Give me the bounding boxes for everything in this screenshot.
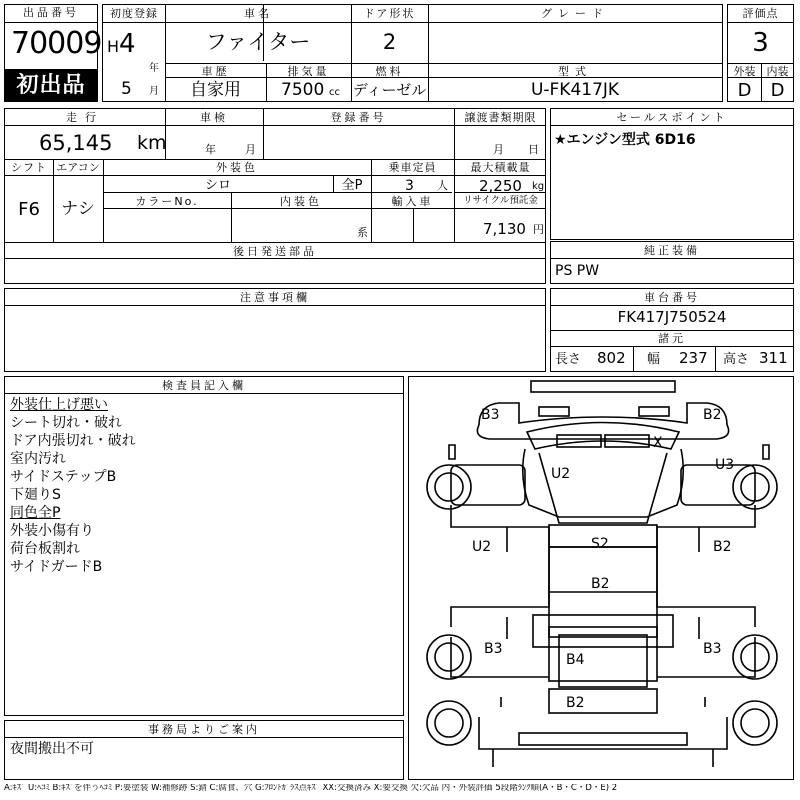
left-side-outline	[451, 505, 549, 627]
inspector-item: 外装仕上げ悪い	[10, 397, 108, 413]
door-value: 2	[382, 30, 397, 54]
mileage-value: 65,145	[39, 131, 113, 155]
front-left-tire	[427, 465, 471, 509]
sales-point-box	[550, 108, 794, 240]
left-bracket-outline	[449, 445, 455, 459]
car-name: ファイター	[205, 30, 311, 54]
recycle-label: リサイクル預託金	[463, 195, 538, 206]
mileage-unit: km	[137, 132, 167, 154]
top-bumper-outline	[531, 381, 675, 392]
history-label: 車歴	[201, 65, 230, 78]
lot-number-box	[4, 4, 102, 102]
mark-s2-center: S2	[591, 536, 609, 552]
transfer-month-unit: 月	[493, 143, 504, 156]
displacement-value: 7500	[281, 80, 325, 100]
mark-b4-center: B4	[566, 652, 585, 668]
ac-value: ナシ	[61, 199, 95, 219]
length-value: 802	[597, 349, 626, 367]
capacity-unit: 人	[437, 179, 448, 192]
mark-b3-left: B3	[484, 641, 503, 657]
mark-b2-top-right: B2	[703, 407, 722, 423]
capacity-value: 3	[405, 178, 414, 194]
year-unit: 年	[149, 63, 159, 74]
sales-point-label: セールスポイント	[616, 111, 728, 124]
inspector-item: ドア内張切れ・破れ	[10, 433, 136, 449]
era-letter: H	[107, 37, 120, 56]
inspector-list	[10, 396, 136, 576]
inspector-item: シート切れ・破れ	[10, 415, 122, 431]
rear-left-hub	[435, 643, 463, 671]
fuel-value: ディーゼル	[352, 81, 427, 99]
shift-value: F6	[18, 199, 40, 220]
cab-vent-left	[539, 407, 569, 416]
first-listing-badge	[5, 69, 97, 101]
history-value: 自家用	[190, 80, 241, 100]
ac-label: エアコン	[56, 161, 100, 174]
shift-label: シフト	[11, 161, 47, 174]
inspector-item: 同色全P	[10, 505, 61, 521]
interior-suffix: 系	[357, 226, 368, 239]
height-value: 311	[759, 349, 788, 367]
first-listing-text: 初出品	[16, 73, 86, 98]
max-load-label: 最大積載量	[470, 161, 531, 174]
interior-color-label: 内装色	[280, 195, 322, 208]
score-label: 評価点	[742, 7, 779, 20]
width-label: 幅	[647, 352, 661, 367]
mark-u2-left: U2	[472, 539, 492, 555]
equipment-text: PS PW	[555, 263, 600, 279]
rear-light-bar	[519, 733, 687, 745]
reg-year: 4	[119, 29, 136, 59]
inspector-box	[4, 376, 404, 716]
inspector-item: 外装小傷有り	[10, 523, 94, 539]
sales-point-text: ★エンジン型式 6D16	[554, 132, 696, 148]
recycle-value: 7,130	[483, 220, 526, 238]
office-label: 事務局よりご案内	[148, 723, 260, 736]
score-value: 3	[752, 28, 769, 58]
inspection-label: 車検	[200, 111, 228, 124]
max-load-value: 2,250	[479, 177, 522, 195]
inspector-item: 荷台板割れ	[10, 541, 80, 557]
chassis-number: FK417J750524	[617, 308, 727, 326]
inspector-item: 室内汚れ	[10, 451, 66, 467]
mark-b2-center: B2	[591, 576, 610, 592]
color-no-label: カラーNo.	[135, 195, 199, 208]
length-label: 長さ	[555, 352, 582, 367]
import-label: 輸入車	[391, 195, 434, 208]
mark-b2-bottom: B2	[566, 695, 585, 711]
truck-damage-diagram	[409, 377, 793, 779]
lot-number: 70009	[11, 26, 102, 61]
rear-lower-left-hub	[435, 709, 463, 737]
specs-label: 諸元	[658, 332, 686, 345]
mark-u2-cab: U2	[551, 466, 571, 482]
int-grade-value: D	[770, 80, 785, 101]
equipment-box	[550, 241, 794, 284]
inspector-item: サイドガードB	[10, 559, 103, 575]
right-bracket-outline	[763, 445, 769, 459]
displacement-unit: cc	[329, 87, 340, 98]
model-value: U-FK417JK	[530, 80, 620, 100]
rear-lower-left-tire	[427, 701, 471, 745]
ext-grade-label: 外装	[733, 65, 756, 78]
recycle-unit: 円	[533, 223, 544, 236]
score-box	[727, 4, 794, 102]
exterior-color-value: シロ	[204, 178, 231, 193]
mileage-label: 走行	[66, 111, 104, 124]
office-text: 夜間搬出不可	[10, 741, 94, 757]
vehicle-summary-table	[102, 4, 723, 102]
transfer-label: 譲渡書類期限	[464, 111, 537, 124]
reg-month: 5	[121, 79, 132, 99]
car-name-label: 車名	[244, 7, 272, 20]
first-reg-label: 初度登録	[110, 7, 158, 20]
details-table	[4, 108, 546, 284]
bed-midsection	[533, 615, 673, 647]
equipment-label: 純正装備	[644, 244, 700, 257]
mark-u3-right: U3	[715, 457, 735, 473]
right-side-outline	[657, 505, 755, 627]
lot-number-label: 出品番号	[23, 6, 79, 19]
ext-grade-value: D	[737, 80, 752, 101]
later-parts-label: 後日発送部品	[233, 245, 317, 258]
cab-vent-right	[639, 407, 669, 416]
height-label: 高さ	[723, 352, 750, 367]
inspection-month-unit: 月	[245, 143, 256, 156]
bumper-outline	[477, 425, 728, 439]
model-label: 型式	[558, 65, 592, 78]
legend-text: A:ｷｽﾞ U:ﾍｺﾐ B:ｷｽﾞを伴うﾍｺﾐ P:要塗装 W:補修跡 S:錆 C:腐食、穴 G:ﾌﾛﾝﾄｶﾞﾗｽ点ｷｽﾞ XX:交換済み X:要交換 欠:欠品 内・外装評価 5段階ﾗﾝｸ順(A・B・C・D・E) 2	[4, 784, 618, 793]
chassis-box	[550, 288, 794, 372]
month-unit: 月	[149, 86, 159, 97]
mark-b3-top-left: B3	[481, 407, 500, 423]
cab-top-outline	[539, 453, 667, 523]
exterior-color-label: 外装色	[216, 161, 258, 174]
rear-lower-right-tire	[733, 701, 777, 745]
max-load-unit: kg	[532, 181, 545, 192]
rear-left-tire	[427, 635, 471, 679]
office-box	[4, 720, 404, 780]
paint-code: 全P	[341, 178, 363, 193]
inspection-year-unit: 年	[205, 143, 216, 156]
grade-label: グレード	[541, 7, 609, 20]
displacement-label: 排気量	[287, 65, 330, 78]
mark-b3-right: B3	[703, 641, 722, 657]
reg-no-label: 登録番号	[330, 111, 387, 124]
width-value: 237	[679, 349, 708, 367]
truck-diagram-box	[408, 376, 794, 780]
rear-lower-right-hub	[741, 709, 769, 737]
caution-label: 注意事項欄	[240, 291, 310, 304]
front-left-hub	[435, 473, 463, 501]
door-label: ドア形状	[363, 7, 416, 20]
inspector-item: サイドステップB	[10, 469, 117, 485]
mark-b2-right: B2	[713, 539, 732, 555]
capacity-label: 乗車定員	[388, 161, 437, 174]
caution-box	[4, 288, 546, 372]
fuel-label: 燃料	[375, 65, 404, 78]
int-grade-label: 内装	[766, 65, 789, 78]
inspector-item: 下廻りS	[10, 487, 61, 503]
chassis-label: 車台番号	[644, 291, 700, 304]
inspector-label: 検査員記入欄	[162, 379, 246, 392]
transfer-day-unit: 日	[528, 143, 539, 156]
mark-x-glass: X	[653, 435, 663, 451]
